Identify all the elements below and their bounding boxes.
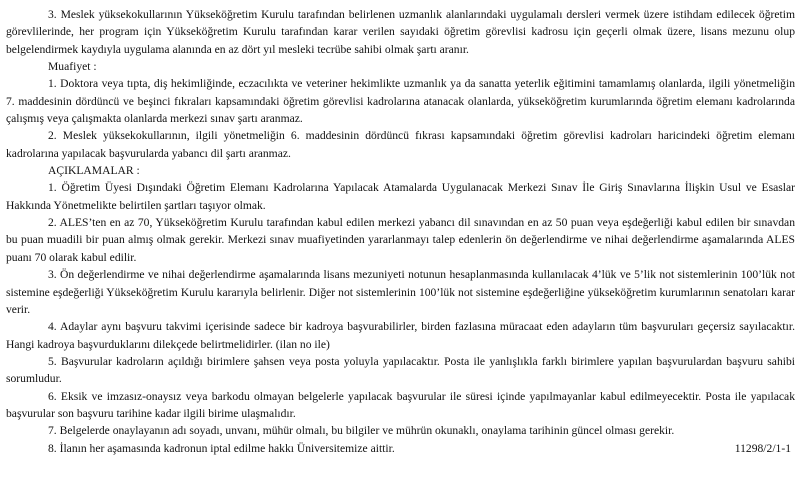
aciklama-item-6: 6. Eksik ve imzasız-onaysız veya barkodu olmayan belgelerle yapılacak başvurular ile süresi içinde yapılmayanlar kabul edilmeyecektir. Posta ile yapılacak başvurular son başvuru tarihine kadar ilgili birime ulaşmalıdır.	[6, 389, 795, 420]
muafiyet-heading: Muafiyet :	[48, 60, 97, 74]
announcement-document	[6, 6, 795, 457]
reference-code: 11298/2/1-1	[734, 441, 791, 455]
paragraph-requirement-3: 3. Meslek yüksekokullarının Yükseköğretim Kurulu tarafından belirlenen uzmanlık alanlarındaki uygulamalı dersleri vermek üzere istihdam edilecek öğretim görevlilerinde, her program için Yükseköğretim Kurulu tarafından karar verilen sayıdaki öğretim görevlisi kadrosu için geçerli olmak üzere, lisans mezunu olup belgelendirmek kaydıyla uygulama alanında en az dört yıl mesleki tecrübe sahibi olmak şartı aranır.	[6, 8, 795, 56]
aciklama-item-8: 8. İlanın her aşamasında kadronun iptal edilme hakkı Üniversitemize aittir.	[48, 441, 395, 455]
aciklamalar-heading: AÇIKLAMALAR :	[48, 164, 140, 178]
aciklama-item-5: 5. Başvurular kadroların açıldığı birimlere şahsen veya posta yoluyla yapılacaktır. Posta ile yanlışlıkla farklı birimlere yapılan başvurulardan başvuru sahibi sorumludur.	[6, 354, 795, 386]
muafiyet-item-2: 2. Meslek yüksekokullarının, ilgili yönetmeliğin 6. maddesinin dördüncü fıkrası kapsamındaki öğretim görevlisi kadroları haricindeki öğretim elemanı kadrolarına yapılacak başvurularda yabancı dil şartı aranmaz.	[6, 129, 795, 160]
final-item-row	[6, 440, 795, 457]
aciklama-item-2: 2. ALES’ten en az 70, Yükseköğretim Kurulu tarafından kabul edilen merkezi yabancı dil sınavından en az 50 puan veya eşdeğerliği kabul edilen bir sınavdan bu puan muadili bir puan almış olmak gerekir. Merkezi sınav muafiyetinden yararlanmayı talep edenlerin ön değerlendirme ve nihai değerlendirme aşamalarında ALES puanı 70 olarak kabul edilir.	[6, 216, 795, 264]
aciklama-item-4: 4. Adaylar aynı başvuru takvimi içerisinde sadece bir kadroya başvurabilirler, birden fazlasına müracaat eden adayların tüm başvuruları geçersiz sayılacaktır. Hangi kadroya başvurduklarını dilekçede belirtmelidirler. (ilan no ile)	[6, 320, 795, 351]
aciklama-item-7: 7. Belgelerde onaylayanın adı soyadı, unvanı, mühür olmalı, bu bilgiler ve mührün okunaklı, onaylama tarihinin güncel olması gerekir.	[48, 424, 675, 438]
muafiyet-item-1: 1. Doktora veya tıpta, diş hekimliğinde, eczacılıkta ve veteriner hekimlikte uzmanlık ya da sanatta yeterlik eğitimini tamamlamış olanlarda, ilgili yönetmeliğin 7. maddesinin dördüncü ve beşinci fıkraları kapsamındaki öğretim görevlisi kadrolarına atanacak olanlarda, yükseköğretim kurumlarında öğretim elemanı kadrolarında çalışmış veya çalışmakta olanlarda merkezi sınav şartı aranmaz.	[6, 77, 795, 126]
aciklama-item-3: 3. Ön değerlendirme ve nihai değerlendirme aşamalarında lisans mezuniyeti notunun hesaplanmasında kullanılacak 4’lük ve 5’lik not sistemlerinin 100’lük not sistemine eşdeğerliği Yükseköğretim Kurulu kararıyla belirlenir. Diğer not sistemlerinin 100’lük not sistemine eşdeğerliğine yükseköğretim kurumlarının senatoları karar verir.	[6, 268, 795, 316]
aciklama-item-1: 1. Öğretim Üyesi Dışındaki Öğretim Elemanı Kadrolarına Yapılacak Atamalarda Uygulanacak Merkezi Sınav İle Giriş Sınavlarına İlişkin Usul ve Esaslar Hakkında Yönetmelikte belirtilen şartları taşıyor olmak.	[6, 181, 795, 212]
